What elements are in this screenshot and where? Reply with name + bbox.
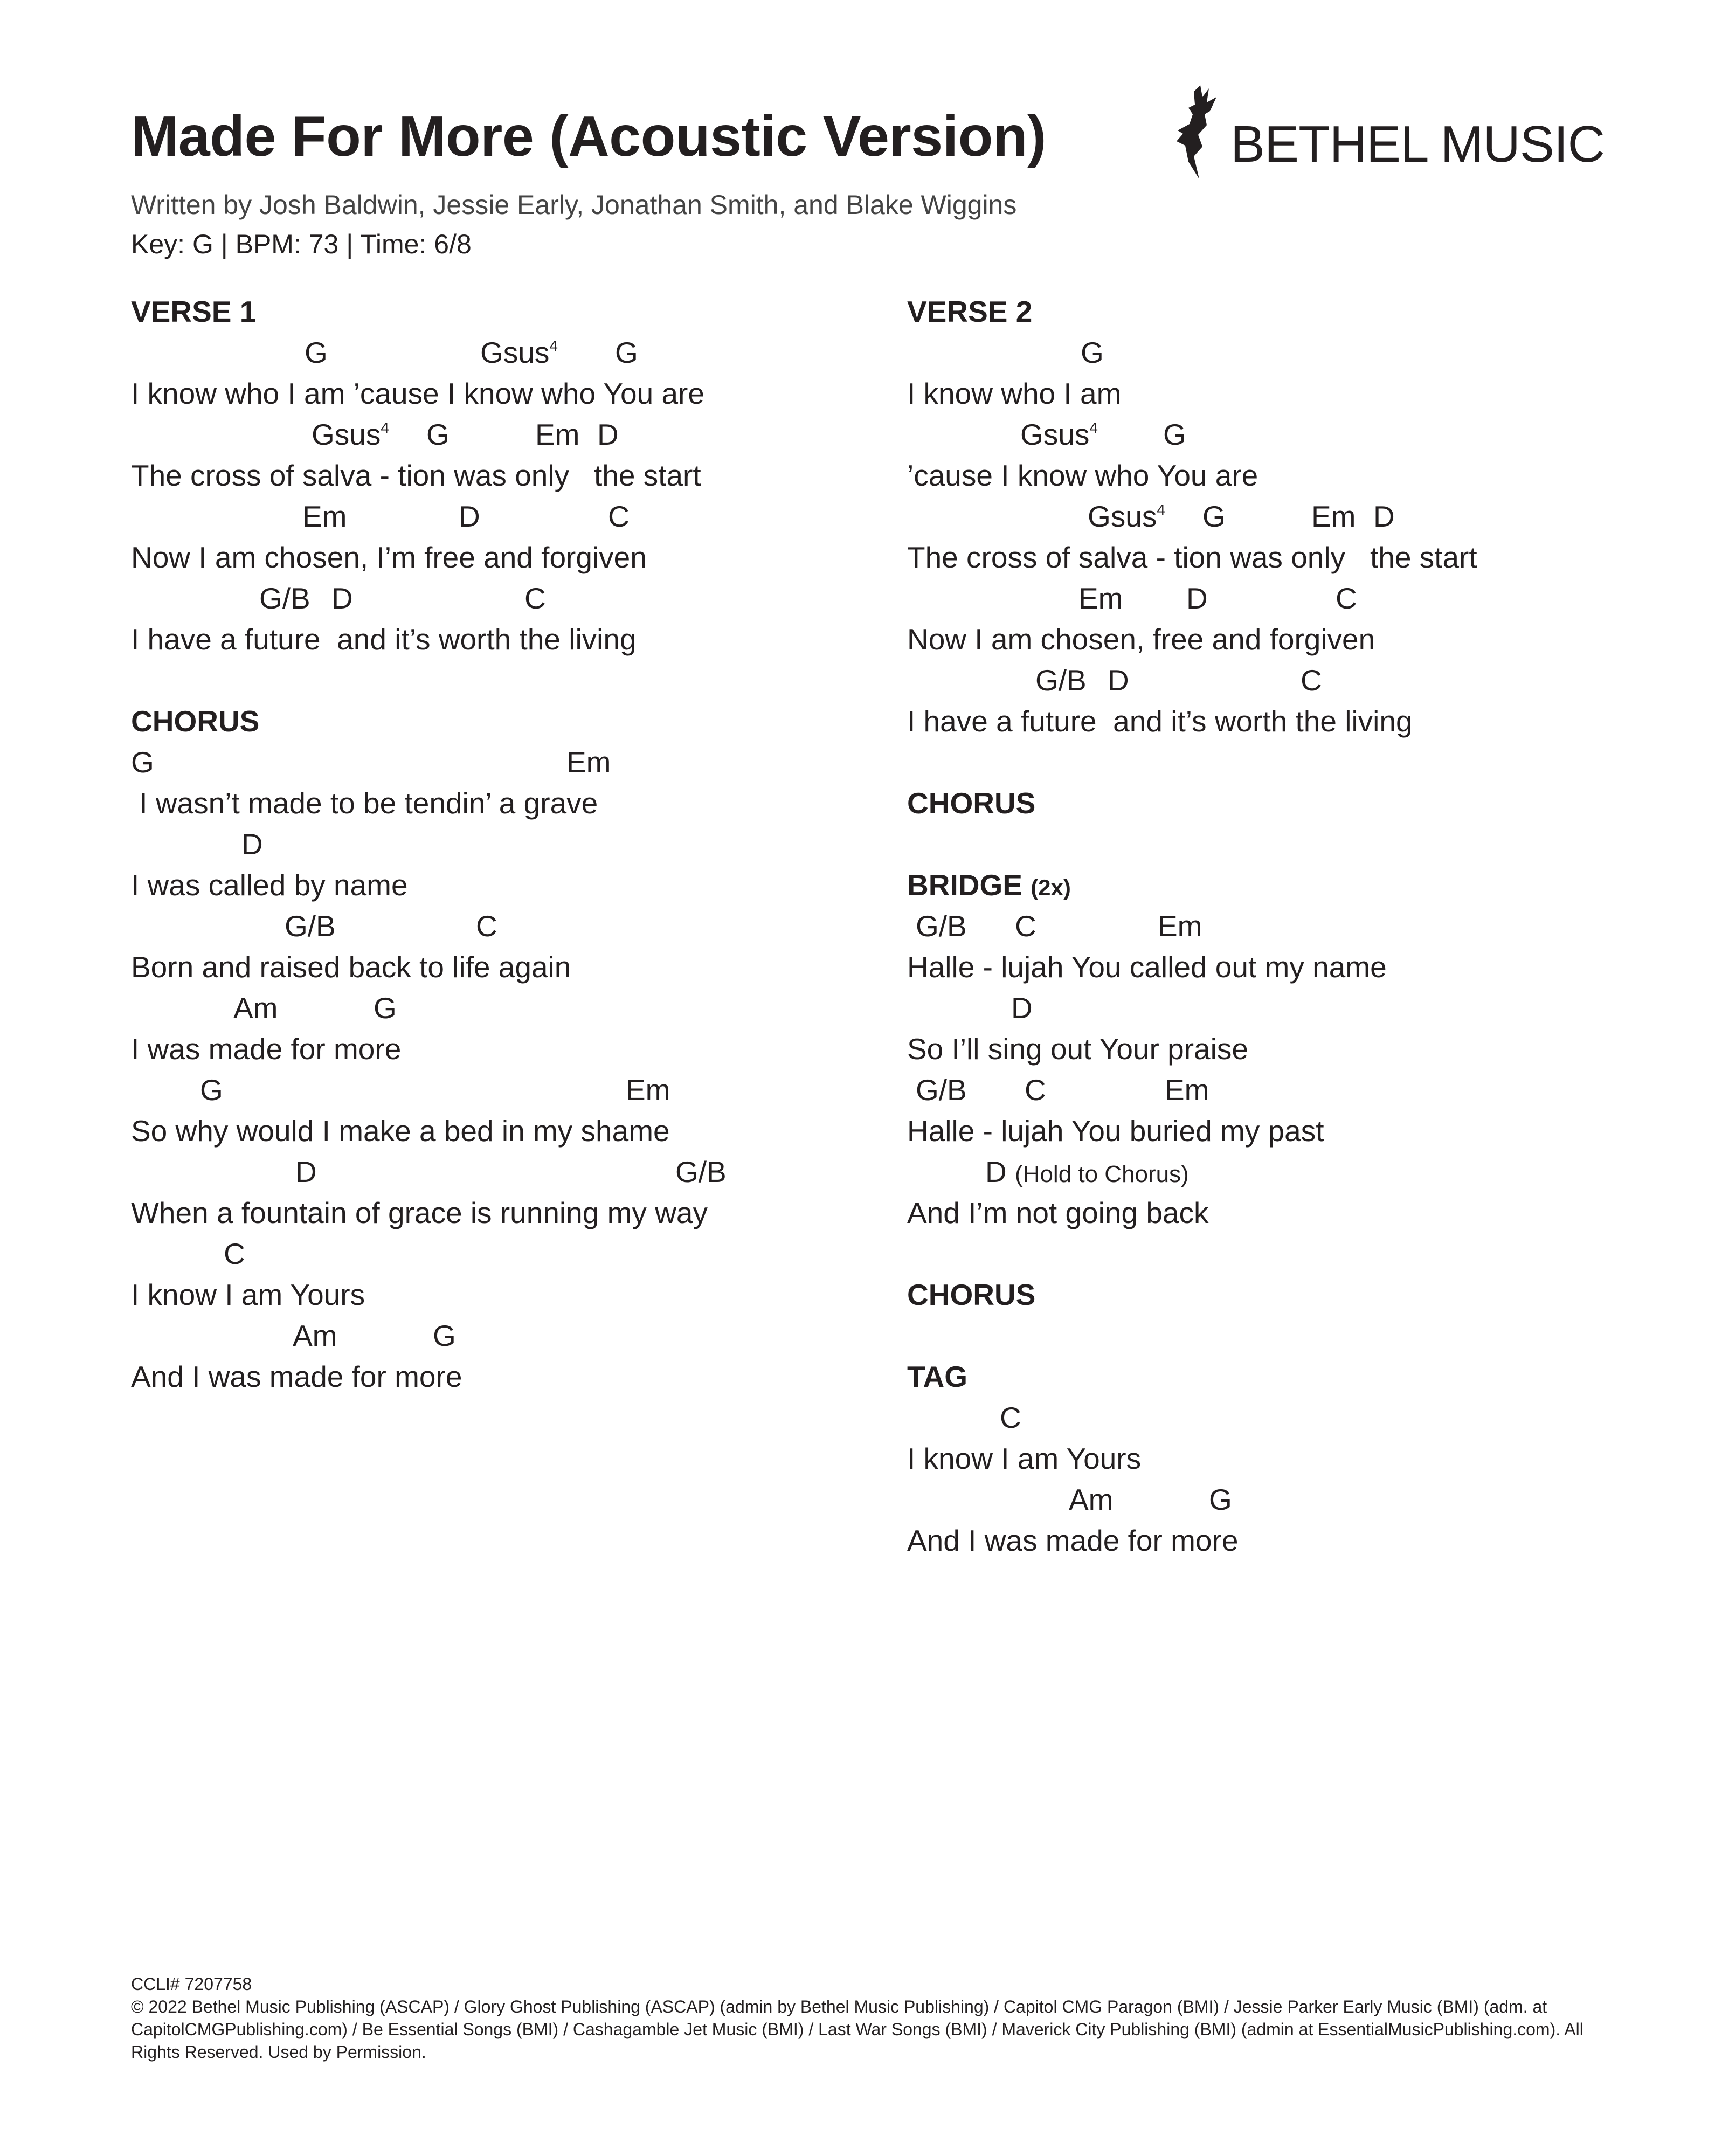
chord: C (224, 1237, 245, 1270)
chord: Gsus$^4$ (480, 336, 558, 369)
chord-line (907, 578, 1662, 619)
chord: G (615, 336, 638, 369)
lyric-line: I know who I am (907, 377, 1122, 410)
chord: G/B (675, 1155, 727, 1188)
ccli-number: CCLI# 7207758 (131, 1974, 252, 1994)
lyric-line: So I’ll sing out Your praise (907, 1032, 1248, 1066)
chord: D (331, 582, 353, 615)
chord: Am (233, 991, 278, 1025)
chord-line (907, 1069, 1662, 1110)
chord: Em (566, 745, 611, 779)
chord: Em (302, 500, 347, 533)
chord: C (1000, 1401, 1021, 1434)
chord-line (907, 660, 1662, 701)
section-heading-verse-2: VERSE 2 (907, 295, 1033, 328)
chord-line (907, 1151, 1662, 1192)
chord: D (1186, 582, 1208, 615)
chord: Em (1078, 582, 1123, 615)
hold-note: (Hold to Chorus) (1015, 1161, 1189, 1187)
lyric-line: I know I am Yours (907, 1442, 1142, 1475)
lyric-line: I have a future and it’s worth the living (131, 623, 637, 656)
chord: Em (626, 1073, 670, 1107)
lyric-line: Halle - lujah You called out my name (907, 950, 1387, 984)
lyric-line: And I’m not going back (907, 1196, 1209, 1229)
chord: Em (1158, 909, 1202, 943)
chord: Am (293, 1319, 337, 1352)
chord: C (1015, 909, 1036, 943)
section-gap (907, 1315, 1662, 1356)
chord: C (476, 909, 497, 943)
chord-line (131, 1151, 886, 1192)
chord: D (1011, 991, 1033, 1025)
chord-line (131, 742, 886, 783)
lyric-line: Now I am chosen, I’m free and forgiven (131, 541, 647, 574)
chord: C (1301, 664, 1322, 697)
bridge-repeat-note: (2x) (1031, 875, 1071, 900)
footer (131, 1973, 1608, 2063)
chord: D (295, 1155, 317, 1188)
lyric-line: And I was made for more (131, 1360, 462, 1393)
chord: G (1209, 1483, 1232, 1516)
lyric-line: When a fountain of grace is running my way (131, 1196, 708, 1229)
chord: D (1373, 500, 1395, 533)
chord: Am (1069, 1483, 1114, 1516)
chord-line (131, 987, 886, 1028)
chord-line (131, 906, 886, 946)
section-heading-bridge: BRIDGE (2x) (907, 868, 1071, 902)
section-gap (907, 1233, 1662, 1274)
copyright-notice: © 2022 Bethel Music Publishing (ASCAP) / Glory Ghost Publishing (ASCAP) (admin by Bethel Music Publishing) / Capitol CMG Paragon (BMI) / Jessie Parker Early Music (BMI) (adm. at CapitolCMGPublishing.com) / Be Essential Songs (BMI) / Cashagamble Jet Music (BMI) / Last War Songs (BMI) / Maverick City Publishing (BMI) (admin at EssentialMusicPublishing.com). All Rights Reserved. Used by Permission. (131, 1997, 1583, 2062)
lyric-line: So why would I make a bed in my shame (131, 1114, 670, 1148)
lyric-line: Halle - lujah You buried my past (907, 1114, 1324, 1148)
chord-line (131, 1233, 886, 1274)
chord: G/B (1035, 664, 1087, 697)
logo-wordmark: BETHEL MUSIC (1230, 115, 1605, 173)
lyric-line: Born and raised back to life again (131, 950, 571, 984)
lyric-line: ’cause I know who You are (907, 459, 1258, 492)
chord: G (374, 991, 397, 1025)
chord: G (426, 418, 450, 451)
chord: G (131, 745, 154, 779)
chord-line (907, 332, 1662, 373)
section-gap (907, 824, 1662, 865)
chord: D (1108, 664, 1129, 697)
chord-line (907, 1397, 1662, 1438)
chord: G (1163, 418, 1186, 451)
section-heading-chorus-ref: CHORUS (907, 786, 1036, 820)
song-title: Made For More (Acoustic Version) (131, 105, 1046, 168)
chord: D (241, 827, 263, 861)
chord: G/B (285, 909, 336, 943)
chord: G/B (916, 909, 967, 943)
chord: C (608, 500, 630, 533)
chord-line (131, 496, 886, 537)
chord-line (907, 496, 1662, 537)
chord: G (433, 1319, 456, 1352)
lyric-line: I wasn’t made to be tendin’ a grave (131, 786, 598, 820)
chord: G/B (259, 582, 310, 615)
chord-line (131, 332, 886, 373)
lyric-line: I was called by name (131, 868, 408, 902)
chord: C (1336, 582, 1357, 615)
chord: C (1025, 1073, 1046, 1107)
lyric-line: I have a future and it’s worth the living (907, 704, 1413, 738)
chord: D (459, 500, 480, 533)
chord: G (200, 1073, 223, 1107)
chord: Em (1311, 500, 1356, 533)
chord: D (597, 418, 619, 451)
right-column (907, 291, 1662, 1561)
section-gap (907, 742, 1662, 783)
chord-line (907, 414, 1662, 455)
left-column (131, 291, 886, 1397)
chord-line (131, 1069, 886, 1110)
chord: G (305, 336, 328, 369)
chord-line (131, 824, 886, 865)
lyric-line: The cross of salva - tion was only the start (131, 459, 701, 492)
lyric-line: The cross of salva - tion was only the start (907, 541, 1477, 574)
chord: Gsus$^4$ (312, 418, 389, 451)
section-gap (131, 660, 886, 701)
section-heading-verse-1: VERSE 1 (131, 295, 257, 328)
lyric-line: Now I am chosen, free and forgiven (907, 623, 1375, 656)
chord: C (524, 582, 546, 615)
lyric-line: I know who I am ’cause I know who You are (131, 377, 704, 410)
chord: G (1081, 336, 1104, 369)
chord-line (131, 1315, 886, 1356)
chord: Em (535, 418, 580, 451)
chord: Gsus$^4$ (1020, 418, 1098, 451)
chord: Em (1165, 1073, 1209, 1107)
chord: Gsus$^4$ (1088, 500, 1165, 533)
section-heading-chorus-ref: CHORUS (907, 1278, 1036, 1311)
chord: G (1202, 500, 1226, 533)
lyric-line: I was made for more (131, 1032, 402, 1066)
lyric-line: I know I am Yours (131, 1278, 365, 1311)
bethel-music-logo (1167, 81, 1605, 183)
chord-line (907, 987, 1662, 1028)
writers-credit: Written by Josh Baldwin, Jessie Early, Jonathan Smith, and Blake Wiggins (131, 190, 1017, 220)
chord-line (131, 414, 886, 455)
chord-line (907, 906, 1662, 946)
chord-line (907, 1479, 1662, 1520)
section-heading-tag: TAG (907, 1360, 968, 1393)
key-bpm-time: Key: G | BPM: 73 | Time: 6/8 (131, 229, 472, 259)
deer-head-icon (1167, 81, 1226, 183)
chord-line (131, 578, 886, 619)
chord: G/B (916, 1073, 967, 1107)
chord: D (Hold to Chorus) (985, 1155, 1189, 1188)
lyric-line: And I was made for more (907, 1524, 1239, 1557)
section-heading-chorus: CHORUS (131, 704, 260, 738)
